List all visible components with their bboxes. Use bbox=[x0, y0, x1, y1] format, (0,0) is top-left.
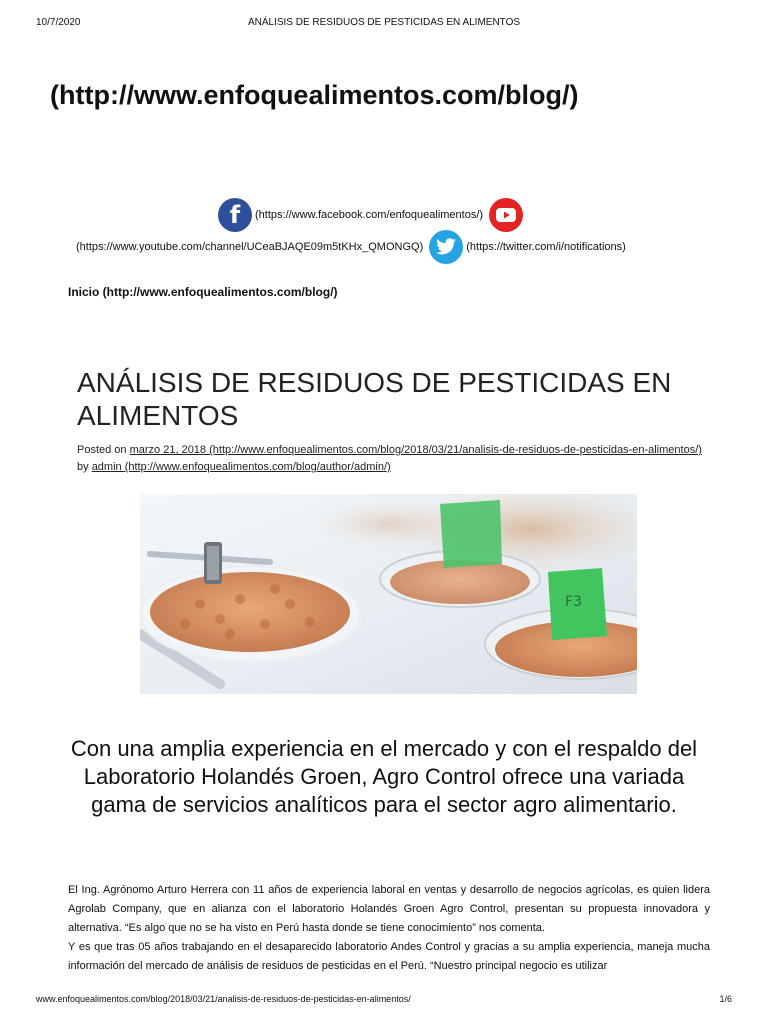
print-footer-url: www.enfoquealimentos.com/blog/2018/03/21/analisis-de-residuos-de-pesticidas-en-alimentos/ bbox=[36, 994, 411, 1004]
facebook-icon-letter: f bbox=[229, 201, 241, 229]
youtube-link[interactable]: (https://www.youtube.com/channel/UCeaBJAQE09m5tKHx_QMONGQ) bbox=[76, 241, 424, 253]
social-row-1 bbox=[218, 198, 523, 232]
breadcrumb-home[interactable]: Inicio (http://www.enfoquealimentos.com/blog/) bbox=[68, 285, 338, 299]
author-link[interactable]: admin (http://www.enfoquealimentos.com/blog/author/admin/) bbox=[91, 461, 391, 473]
twitter-bird-glyph bbox=[435, 238, 457, 256]
by-label: by bbox=[77, 461, 89, 473]
posted-on-label: Posted on bbox=[77, 444, 127, 456]
facebook-link[interactable]: (https://www.facebook.com/enfoquealimentos/) bbox=[255, 209, 484, 221]
site-home-link[interactable]: (http://www.enfoquealimentos.com/blog/) bbox=[50, 80, 579, 110]
petri-dishes-illustration bbox=[140, 494, 637, 694]
post-title: ANÁLISIS DE RESIDUOS DE PESTICIDAS EN ALIMENTOS bbox=[77, 367, 672, 431]
post-paragraph: El Ing. Agrónomo Arturo Herrera con 11 años de experiencia laboral en ventas y desarrollo de negocios agrícolas, es quien lidera Agrolab Company, que en alianza con el laboratorio Holandés Groen Agro Control, presentan su propuesta innovadora y alternativa. “Es algo que no se ha visto en Perú hasta donde se tiene conocimiento” nos comenta. bbox=[68, 884, 710, 934]
youtube-icon[interactable] bbox=[489, 198, 523, 232]
print-header-date: 10/7/2020 bbox=[36, 17, 81, 28]
youtube-play-glyph bbox=[495, 207, 517, 223]
print-footer-page: 1/6 bbox=[719, 994, 732, 1004]
dish-label-text: F3 bbox=[565, 594, 582, 610]
facebook-icon[interactable] bbox=[218, 198, 252, 232]
post-paragraph: Y es que tras 05 años trabajando en el desaparecido laboratorio Andes Control y gracias a su amplia experiencia, maneja mucha información del mercado de análisis de residuos de pesticidas en el Perú. “Nuestro principal negocio es utilizar bbox=[68, 941, 710, 972]
print-header-title: ANÁLISIS DE RESIDUOS DE PESTICIDAS EN ALIMENTOS bbox=[247, 17, 521, 28]
post-date-link[interactable]: marzo 21, 2018 (http://www.enfoquealimentos.com/blog/2018/03/21/analisis-de-residuos-de-pesticidas-en-alimentos/) bbox=[129, 444, 702, 456]
post-hero-image bbox=[140, 494, 637, 694]
post-meta bbox=[77, 442, 707, 476]
twitter-link[interactable]: (https://twitter.com/i/notifications) bbox=[466, 241, 626, 253]
twitter-icon[interactable] bbox=[429, 230, 463, 264]
post-body bbox=[68, 881, 710, 976]
post-lead: Con una amplia experiencia en el mercado y con el respaldo del Laboratorio Holandés Groen, Agro Control ofrece una variada gama de servicios analíticos para el sector agro alimentario. bbox=[70, 736, 698, 817]
social-row-2 bbox=[76, 230, 626, 264]
